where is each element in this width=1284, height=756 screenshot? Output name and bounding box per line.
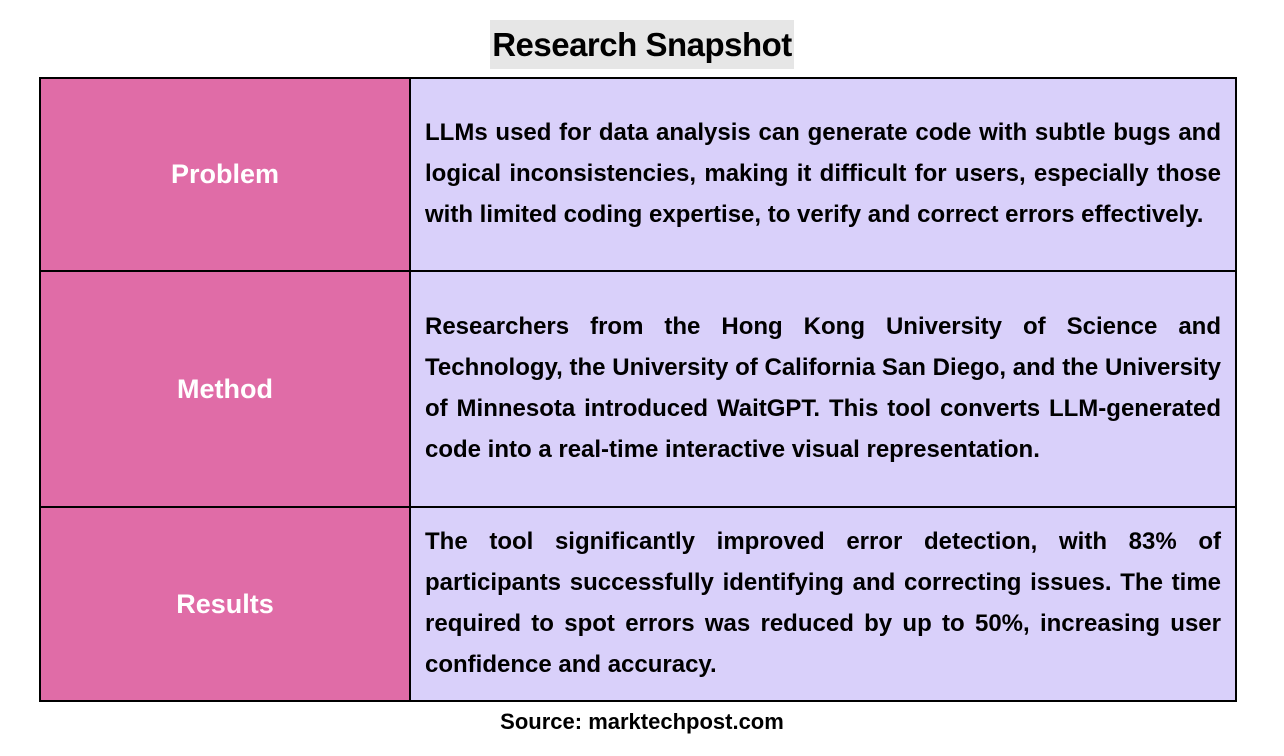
- table-row-method: [40, 271, 1236, 507]
- row-label-results: Results: [40, 507, 410, 701]
- research-snapshot-table: [39, 77, 1237, 702]
- row-text-results: The tool significantly improved error detection, with 83% of participants successfully identifying and correcting issues. The time required to spot errors was reduced by up to 50%, increasing user confidence and accuracy.: [410, 507, 1236, 701]
- table-row-results: [40, 507, 1236, 701]
- source-caption: Source: marktechpost.com: [500, 709, 784, 734]
- row-label-method: Method: [40, 271, 410, 507]
- table-row-problem: [40, 78, 1236, 271]
- row-text-method: Researchers from the Hong Kong University of Science and Technology, the University of California San Diego, and the University of Minnesota introduced WaitGPT. This tool converts LLM-generated code into a real-time interactive visual representation.: [410, 271, 1236, 507]
- row-label-problem: Problem: [40, 78, 410, 271]
- title-container: [0, 20, 1284, 69]
- page-title: Research Snapshot: [490, 20, 794, 69]
- row-text-problem: LLMs used for data analysis can generate code with subtle bugs and logical inconsistencies, making it difficult for users, especially those with limited coding expertise, to verify and correct errors effectively.: [410, 78, 1236, 271]
